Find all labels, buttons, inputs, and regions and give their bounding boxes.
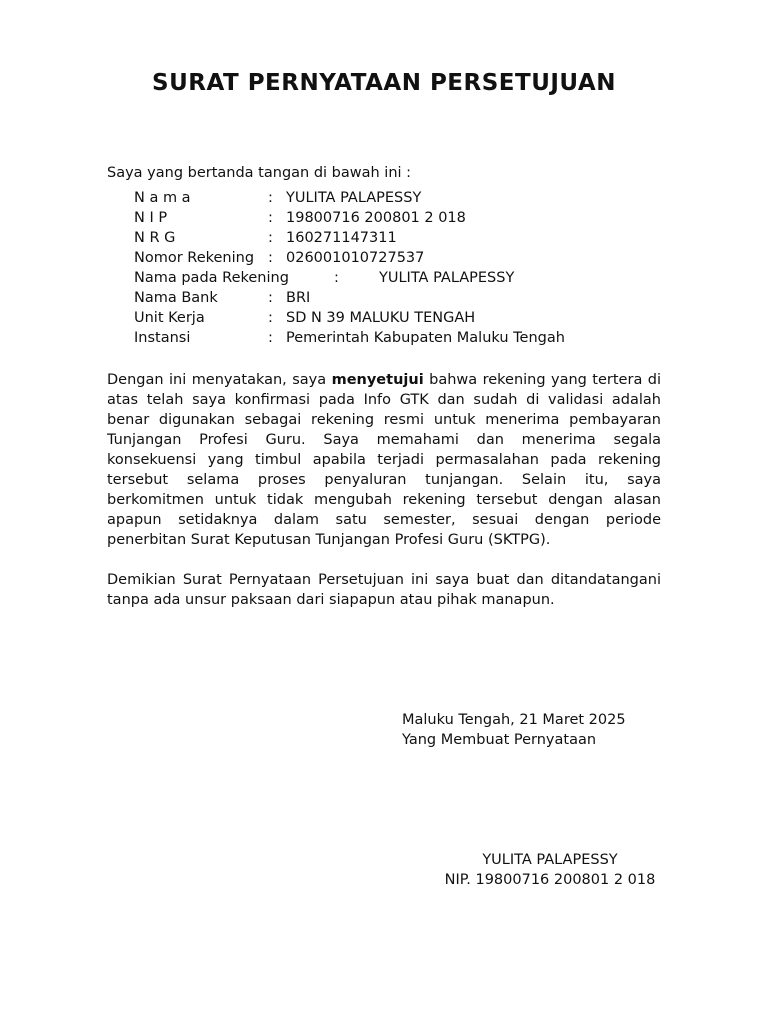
field-row-nama-pada-rekening	[134, 268, 565, 288]
signer-name: YULITA PALAPESSY	[482, 852, 618, 868]
field-label: N a m a	[134, 190, 191, 206]
field-value: 160271147311	[286, 230, 397, 246]
field-colon: :	[268, 290, 273, 306]
field-value: YULITA PALAPESSY	[379, 270, 515, 286]
field-row-unit-kerja	[134, 308, 565, 328]
statement-emphasis: menyetujui	[331, 372, 424, 388]
field-value: 026001010727537	[286, 250, 425, 266]
field-colon: :	[268, 210, 273, 226]
field-value: 19800716 200801 2 018	[286, 210, 466, 226]
document-title: SURAT PERNYATAAN PERSETUJUAN	[152, 70, 616, 96]
field-label: N R G	[134, 230, 176, 246]
field-row-instansi	[134, 328, 565, 348]
field-label: Unit Kerja	[134, 310, 205, 326]
signature-name-block	[400, 850, 700, 890]
field-row-nip	[134, 208, 565, 228]
signer-role: Yang Membuat Pernyataan	[402, 732, 597, 748]
field-colon: :	[268, 190, 273, 206]
field-colon: :	[334, 270, 339, 286]
signer-nip: NIP. 19800716 200801 2 018	[444, 872, 656, 888]
field-label: Nama pada Rekening	[134, 270, 289, 286]
closing-paragraph: Demikian Surat Pernyataan Persetujuan ini saya buat dan ditandatangani tanpa ada unsur paksaan dari siapapun atau pihak manapun.	[107, 572, 661, 608]
field-label: Instansi	[134, 330, 191, 346]
field-row-nama-bank	[134, 288, 565, 308]
field-value: BRI	[286, 290, 311, 306]
field-colon: :	[268, 310, 273, 326]
field-value: YULITA PALAPESSY	[286, 190, 422, 206]
field-colon: :	[268, 230, 273, 246]
field-value: Pemerintah Kabupaten Maluku Tengah	[286, 330, 565, 346]
field-label: Nama Bank	[134, 290, 218, 306]
field-row-nama	[134, 188, 565, 208]
field-row-nrg	[134, 228, 565, 248]
place-date: Maluku Tengah, 21 Maret 2025	[402, 712, 626, 728]
statement-text-after: bahwa rekening yang tertera di atas telah saya konfirmasi pada Info GTK dan sudah di validasi adalah benar digunakan sebagai rekening resmi untuk menerima pembayaran Tunjangan Profesi Guru. Saya memahami dan menerima segala konsekuensi yang timbul apabila terjadi permasalahan pada rekening tersebut selama proses penyaluran tunjangan. Selain itu, saya berkomitmen untuk tidak mengubah rekening tersebut dengan alasan apapun setidaknya dalam satu semester, sesuai dengan periode penerbitan Surat Keputusan Tunjangan Profesi Guru (SKTPG).	[107, 372, 661, 548]
signature-place-block	[402, 710, 626, 750]
field-colon: :	[268, 330, 273, 346]
field-row-nomor-rekening	[134, 248, 565, 268]
field-label: Nomor Rekening	[134, 250, 255, 266]
field-label: N I P	[134, 210, 168, 226]
statement-text-before: Dengan ini menyatakan, saya	[107, 372, 332, 388]
statement-paragraph	[107, 370, 661, 550]
identity-fields	[134, 188, 565, 348]
field-colon: :	[268, 250, 273, 266]
intro-text: Saya yang bertanda tangan di bawah ini :	[107, 165, 412, 181]
field-value: SD N 39 MALUKU TENGAH	[286, 310, 476, 326]
